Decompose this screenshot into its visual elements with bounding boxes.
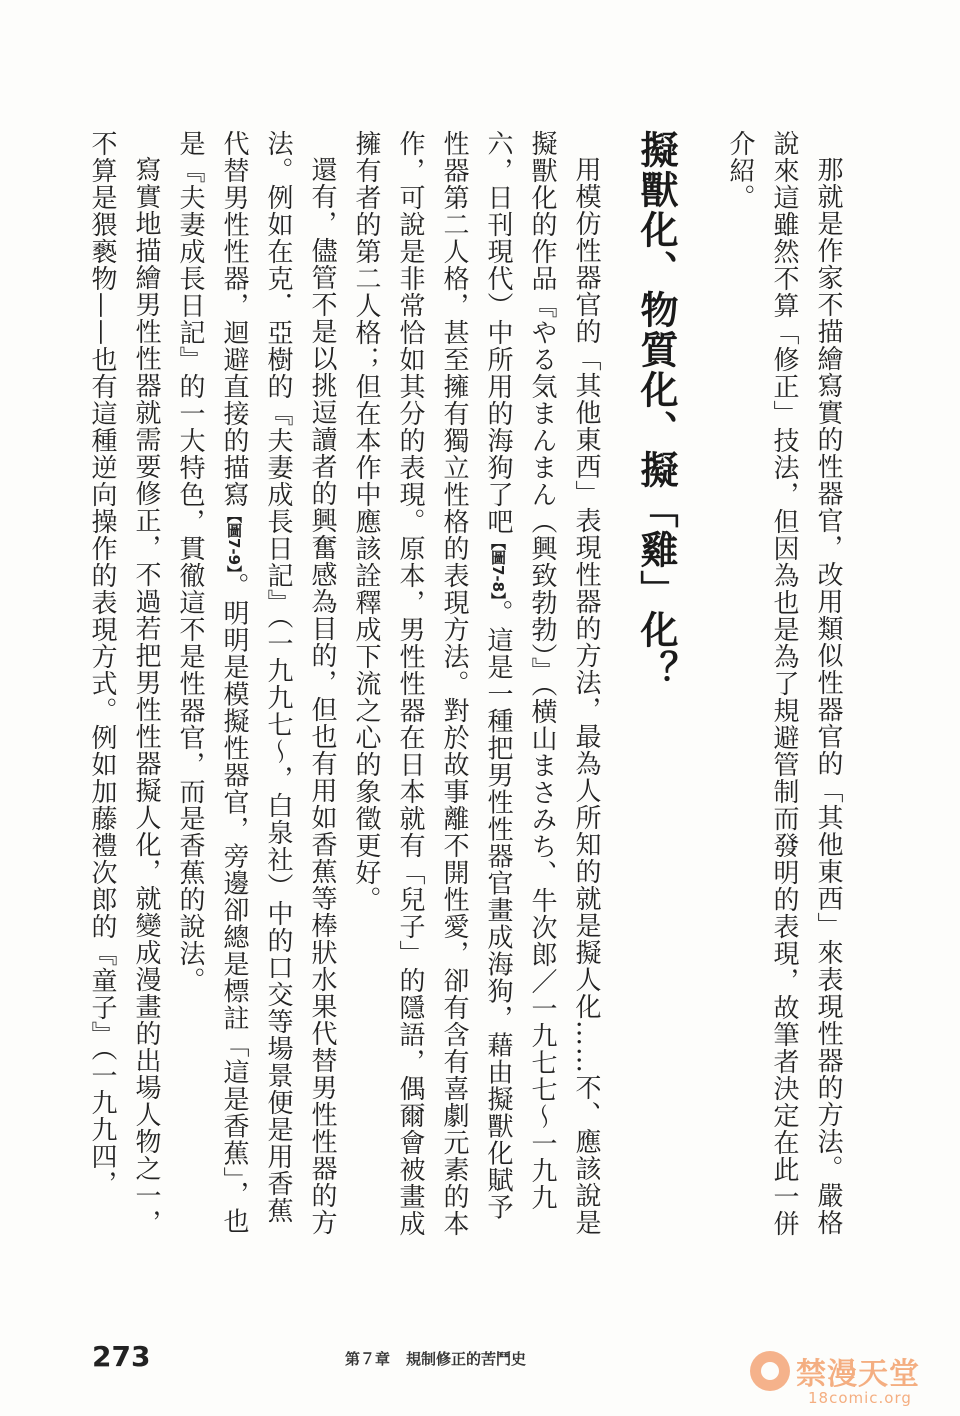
figure-reference-7-9: 【圖7-9】 — [225, 508, 243, 573]
watermark-logo-icon — [750, 1351, 790, 1391]
figure-reference-7-8: 【圖7-8】 — [489, 535, 507, 600]
paragraph-2 — [168, 130, 344, 1240]
paragraph-2-text-a: 還有，儘管不是以挑逗讀者的興奮感為目的，但也有用如香蕉等棒狀水果代替男性性器的方法。例如在克．亞樹的『夫妻成長日記』（一九九七～，白泉社）中的口交等場景便是用香蕉代替男性性器，迴避直接的描寫 — [219, 130, 337, 1236]
paragraph-1 — [344, 130, 608, 1240]
paragraph-intro: 那就是作家不描繪寫實的性器官，改用類似性器官的「其他東西」來表現性器的方法。嚴格說來這雖然不算「修正」技法，但因為也是為了規避管制而發明的表現，故筆者決定在此一併介紹。 — [725, 130, 843, 1237]
site-watermark — [750, 1345, 950, 1415]
section-heading: 擬獸化、物質化、擬「雞」化？ — [634, 130, 678, 690]
paragraph-3: 寫實地描繪男性性器就需要修正，不過若把男性性器擬人化，就變成漫畫的出場人物之一，不算是猥褻物——也有這種逆向操作的表現方式。例如加藤禮次郎的『童子』（一九九四， — [87, 130, 161, 1236]
paragraph-1-text-b: 。這是一種把男性性器官畫成海狗，藉由擬獸化賦予性器第二人格，甚至擁有獨立性格的表現方法。對於故事離不開性愛，卻有含有喜劇元素的本作，可說是非常恰如其分的表現。原本，男性性器在日本就有「兒子」的隱語，偶爾會被畫成擁有者的第二人格；但在本作中應該詮釋成下流之心的象徵更好。 — [351, 130, 513, 1237]
chapter-title: 規制修正的苦鬥史 — [406, 1350, 527, 1368]
paragraph-1-text-a: 用模仿性器官的「其他東西」表現性器的方法，最為人所知的就是擬人化……不、應該說是擬獸化的作品『やる気まんまん（興致勃勃）』（横山まさみち、牛次郎／一九七七～一九九六，日刊現代）中所用的海狗了吧 — [483, 130, 601, 1236]
watermark-site-name: 禁漫天堂 — [796, 1357, 920, 1392]
running-footer — [345, 1348, 526, 1369]
paragraph-2-text-b: 。明明是模擬性器官，旁邊卻總是標註「這是香蕉」，也是『夫妻成長日記』的一大特色，貫徹這不是性器官，而是香蕉的說法。 — [175, 130, 249, 1235]
vertical-text-body — [80, 130, 850, 1240]
chapter-label: 第７章 — [345, 1350, 391, 1368]
page-number: 273 — [92, 1340, 151, 1373]
watermark-url: 18comic.org — [808, 1389, 912, 1407]
